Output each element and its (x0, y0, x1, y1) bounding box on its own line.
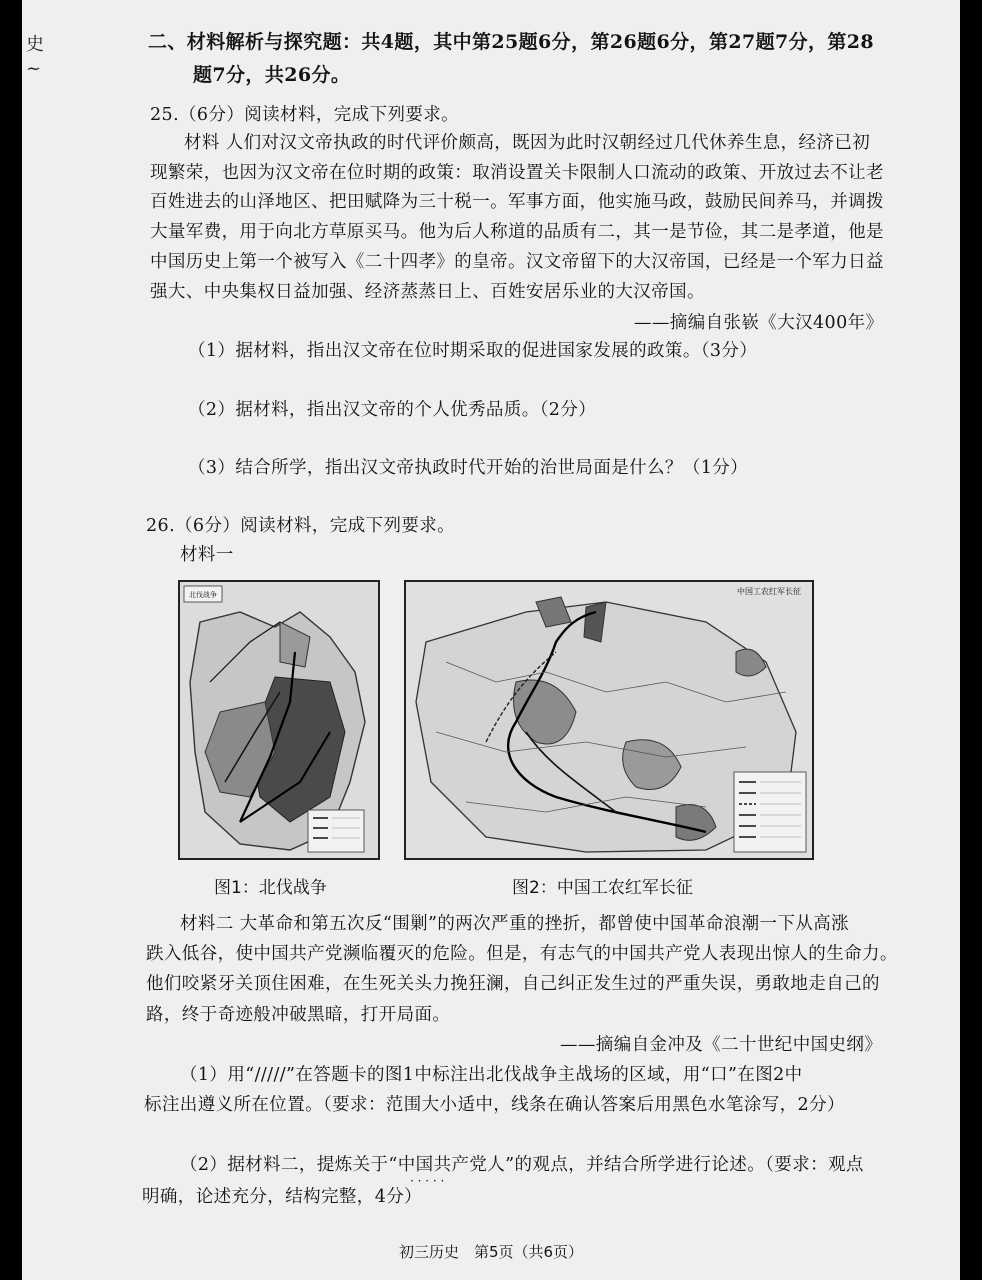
edge-mark: ~ (26, 58, 42, 79)
map2-caption: 图2：中国工农红军长征 (512, 878, 693, 898)
q25-sub-question: （1）据材料，指出汉文帝在位时期采取的促进国家发展的政策。（3分） (188, 341, 758, 361)
map1-title: 北伐战争 (189, 591, 217, 599)
edge-mark: 史 (26, 34, 44, 55)
q26-sub-question-1-cont: 标注出遵义所在位置。（要求：范围大小适中，线条在确认答案后用黑色水笔涂写，2分） (144, 1095, 845, 1115)
q26-sub-question-1: （1）用“/////”在答题卡的图1中标注出北伐战争主战场的区域，用“口”在图2中 (180, 1065, 803, 1085)
q25-sub-question: （2）据材料，指出汉文帝的个人优秀品质。（2分） (188, 400, 597, 420)
q26-source: ——摘编自金冲及《二十世纪中国史纲》 (560, 1035, 883, 1055)
q26-stem: 26.（6分）阅读材料，完成下列要求。 (146, 516, 456, 536)
map2-title: 中国工农红军长征 (737, 587, 801, 596)
q25-stem: 25.（6分）阅读材料，完成下列要求。 (150, 105, 460, 125)
q26-material2-line: 路，终于奇迹般冲破黑暗，打开局面。 (146, 1005, 451, 1025)
page-footer: 初三历史 第5页（共6页） (398, 1243, 584, 1261)
section-title-line1: 二、材料解析与探究题：共4题，其中第25题6分，第26题6分，第27题7分，第28 (148, 31, 875, 53)
section-title-line2: 题7分，共26分。 (193, 64, 351, 86)
q26-material1-label: 材料一 (180, 545, 234, 565)
map-long-march (404, 580, 814, 860)
q25-material-line: 材料 人们对汉文帝执政的时代评价颇高，既因为此时汉朝经过几代休养生息，经济已初 (184, 133, 871, 153)
scan-border (960, 0, 982, 1280)
q25-sub-question: （3）结合所学，指出汉文帝执政时代开始的治世局面是什么？（1分） (188, 458, 749, 478)
q26-material2-line: 跌入低谷，使中国共产党濒临覆灭的危险。但是，有志气的中国共产党人表现出惊人的生命力。 (146, 944, 898, 964)
q26-sub-question-2: （2）据材料二，提炼关于“中国共产党人”的观点，并结合所学进行论述。（要求：观点 (180, 1155, 864, 1175)
map2-drawing (406, 582, 812, 858)
map1-drawing (180, 582, 378, 858)
q26-sub-question-2-cont: 明确，论述充分，结构完整，4分） (142, 1187, 423, 1207)
q26-material2-line: 他们咬紧牙关顶住困难，在生死关头力挽狂澜，自己纠正发生过的严重失误，勇敢地走自己的 (146, 974, 880, 994)
q25-source: ——摘编自张嵚《大汉400年》 (634, 313, 884, 333)
q25-material-line: 百姓进去的山泽地区、把田赋降为三十税一。军事方面，他实施马政，鼓励民间养马，并调拨 (150, 192, 884, 212)
q25-material-line: 强大、中央集权日益加强、经济蒸蒸日上、百姓安居乐业的大汉帝国。 (150, 282, 705, 302)
map1-caption: 图1：北伐战争 (214, 878, 327, 898)
q25-material-line: 大量军费，用于向北方草原买马。他为后人称道的品质有二，其一是节俭，其二是孝道，他是 (150, 222, 884, 242)
emphasis-dots: · · · · · (410, 1174, 445, 1188)
q25-material-line: 现繁荣，也因为汉文帝在位时期的政策：取消设置关卡限制人口流动的政策、开放过去不让老 (150, 163, 884, 183)
q26-material2-line: 材料二 大革命和第五次反“围剿”的两次严重的挫折，都曾使中国革命浪潮一下从高涨 (180, 914, 850, 934)
map-northern-expedition (178, 580, 380, 860)
q25-material-line: 中国历史上第一个被写入《二十四孝》的皇帝。汉文帝留下的大汉帝国，已经是一个军力日益 (150, 252, 884, 272)
